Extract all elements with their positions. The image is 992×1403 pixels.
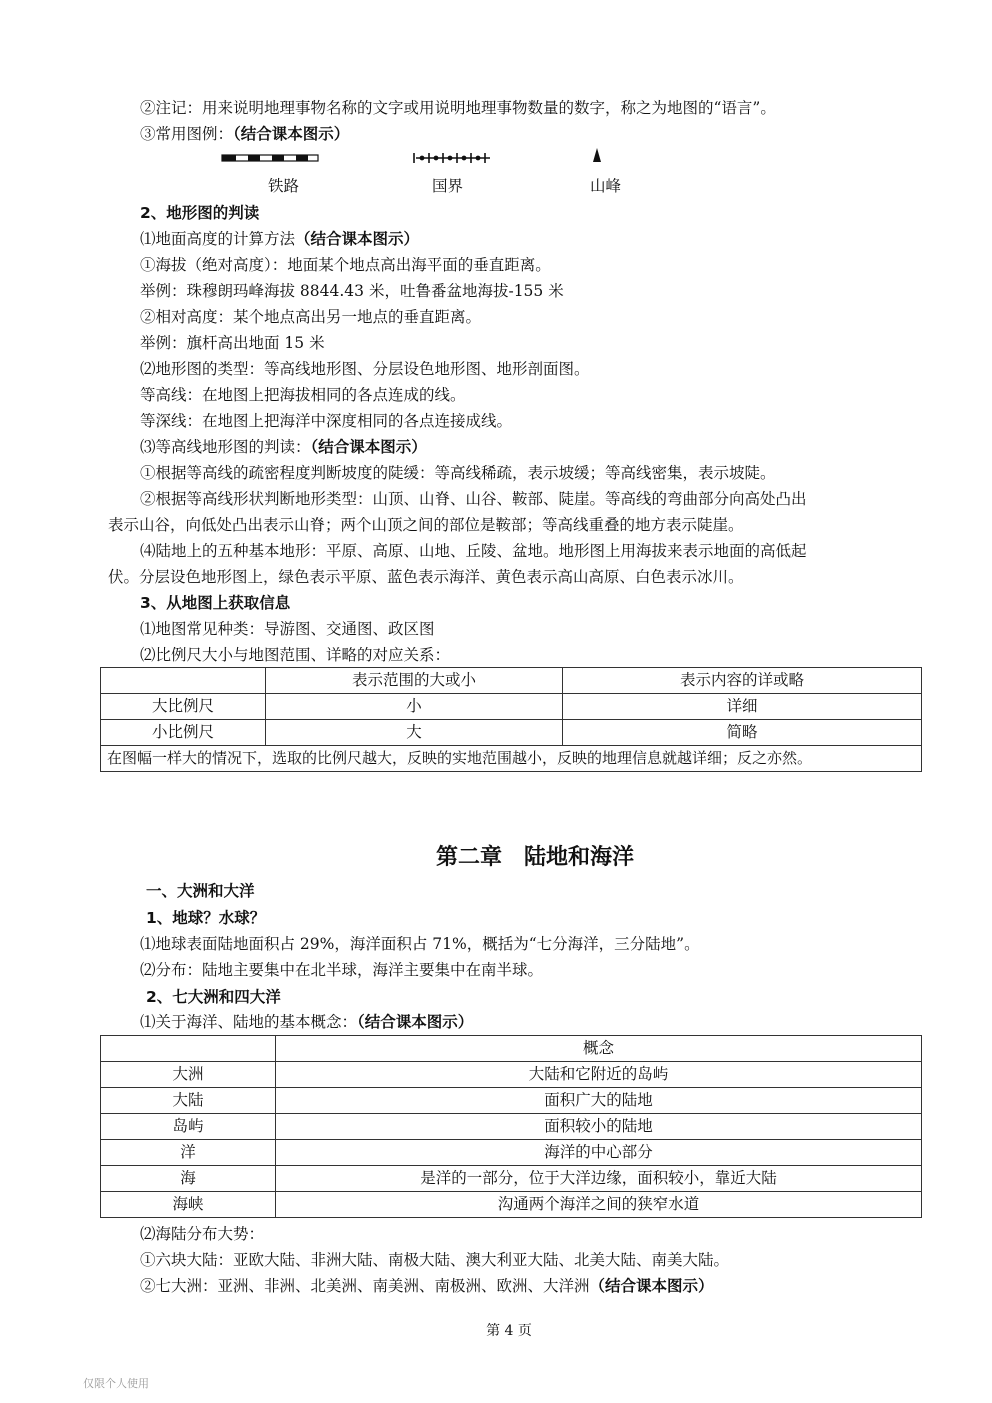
table-cell: 大 [266, 720, 563, 746]
chapter-title: 第二章 陆地和海洋 [435, 845, 634, 870]
section-heading: 一、大洲和大洋 [146, 882, 255, 900]
table-cell: 洋 [101, 1140, 276, 1166]
text-line [140, 228, 419, 250]
table-cell: 概念 [276, 1036, 922, 1062]
table-cell [101, 1036, 276, 1062]
text-line: ⑴地图常见种类：导游图、交通图、政区图 [140, 620, 435, 638]
table-cell: 小 [266, 694, 563, 720]
map-legend-symbols [0, 0, 992, 210]
legend-intro-text: ③常用图例： [140, 125, 234, 143]
table-cell: 大比例尺 [101, 694, 266, 720]
text-line: ⑵海陆分布大势： [140, 1225, 265, 1243]
text-line: 等高线：在地图上把海拔相同的各点连成的线。 [140, 386, 466, 404]
table-cell: 大陆 [101, 1088, 276, 1114]
text-bold: （结合课本图示） [295, 230, 420, 248]
text-line: 举例：旗杆高出地面 15 米 [140, 334, 325, 352]
table-cell: 大洲 [101, 1062, 276, 1088]
railway-symbol-icon [222, 155, 318, 161]
table-note-cell: 在图幅一样大的情况下，选取的比例尺越大，反映的实地范围越小，反映的地理信息就越详细；反之亦然。 [101, 746, 922, 772]
concept-table [100, 1035, 922, 1218]
table-cell: 简略 [563, 720, 922, 746]
table-row [101, 1114, 922, 1140]
text-bold: （结合课本图示） [310, 438, 427, 456]
table-row [101, 1088, 922, 1114]
legend-railway-label: 铁路 [268, 177, 300, 195]
border-symbol-icon [414, 153, 490, 163]
text-line: 表示山谷，向低处凸出表示山脊；两个山顶之间的部位是鞍部；等高线重叠的地方表示陡崖。 [108, 516, 744, 534]
section-heading: 2、七大洲和四大洋 [146, 988, 281, 1006]
table-cell [101, 668, 266, 694]
text-line [140, 1275, 714, 1297]
table-row [101, 694, 922, 720]
legend-peak-label: 山峰 [590, 177, 622, 195]
text-line: 举例：珠穆朗玛峰海拔 8844.43 米，吐鲁番盆地海拔-155 米 [140, 282, 564, 300]
section-heading: 3、从地图上获取信息 [140, 594, 291, 612]
watermark: 仅限个人使用 [83, 1377, 149, 1390]
text-line: ①根据等高线的疏密程度判断坡度的陡缓：等高线稀疏，表示坡缓；等高线密集，表示坡陡。 [140, 464, 776, 482]
table-row [101, 1140, 922, 1166]
table-note-row [101, 746, 922, 772]
text-line: ⑵比例尺大小与地图范围、详略的对应关系： [140, 646, 451, 664]
text-bold: （结合课本图示） [589, 1277, 714, 1295]
table-cell: 大陆和它附近的岛屿 [276, 1062, 922, 1088]
text-line: 等深线：在地图上把海洋中深度相同的各点连接成线。 [140, 412, 513, 430]
text-line [140, 436, 427, 458]
table-row [101, 1166, 922, 1192]
text-span: ⑴关于海洋、陆地的基本概念： [140, 1013, 358, 1031]
table-cell: 是洋的一部分，位于大洋边缘，面积较小，靠近大陆 [276, 1166, 922, 1192]
text-span: ⑴地面高度的计算方法 [140, 230, 296, 248]
table-cell: 海峡 [101, 1192, 276, 1218]
text-line: ①海拔（绝对高度）：地面某个地点高出海平面的垂直距离。 [140, 256, 551, 274]
section-heading: 2、地形图的判读 [140, 204, 260, 222]
text-span: ⑶等高线地形图的判读： [140, 438, 311, 456]
legend-border-label: 国界 [432, 177, 464, 195]
text-line: ②根据等高线形状判断地形类型：山顶、山脊、山谷、鞍部、陡崖。等高线的弯曲部分向高处凸出 [140, 490, 807, 508]
table-cell: 详细 [563, 694, 922, 720]
text-line: ⑵分布：陆地主要集中在北半球，海洋主要集中在南半球。 [140, 961, 544, 979]
text-line: ①六块大陆：亚欧大陆、非洲大陆、南极大陆、澳大利亚大陆、北美大陆、南美大陆。 [140, 1251, 730, 1269]
text-line [140, 1011, 473, 1033]
text-span: ②七大洲：亚洲、非洲、北美洲、南美洲、南极洲、欧洲、大洋洲 [140, 1277, 590, 1295]
table-cell: 沟通两个海洋之间的狭窄水道 [276, 1192, 922, 1218]
legend-intro-bold: （结合课本图示） [233, 125, 350, 143]
table-header-row [101, 668, 922, 694]
section-heading: 1、地球？水球？ [146, 909, 266, 927]
table-cell: 面积广大的陆地 [276, 1088, 922, 1114]
text-line: ⑴地球表面陆地面积占 29%，海洋面积占 71%，概括为“七分海洋，三分陆地”。 [140, 935, 700, 953]
table-cell: 岛屿 [101, 1114, 276, 1140]
table-cell: 小比例尺 [101, 720, 266, 746]
peak-symbol-icon [593, 148, 601, 162]
text-line: ⑷陆地上的五种基本地形：平原、高原、山地、丘陵、盆地。地形图上用海拔来表示地面的高低起 [140, 542, 807, 560]
table-cell: 表示内容的详或略 [563, 668, 922, 694]
table-row [101, 1192, 922, 1218]
scale-table [100, 667, 922, 772]
table-row [101, 1062, 922, 1088]
text-line: ②相对高度：某个地点高出另一地点的垂直距离。 [140, 308, 482, 326]
annotation-line: ②注记：用来说明地理事物名称的文字或用说明地理事物数量的数字，称之为地图的“语言”。 [140, 99, 776, 117]
text-line: ⑵地形图的类型：等高线地形图、分层设色地形图、地形剖面图。 [140, 360, 590, 378]
table-row [101, 720, 922, 746]
table-cell: 面积较小的陆地 [276, 1114, 922, 1140]
table-cell: 海 [101, 1166, 276, 1192]
text-line: 伏。分层设色地形图上，绿色表示平原、蓝色表示海洋、黄色表示高山高原、白色表示冰川。 [108, 568, 744, 586]
table-cell: 表示范围的大或小 [266, 668, 563, 694]
table-cell: 海洋的中心部分 [276, 1140, 922, 1166]
table-header-row [101, 1036, 922, 1062]
page-number: 第 4 页 [486, 1323, 532, 1339]
text-bold: （结合课本图示） [357, 1013, 474, 1031]
